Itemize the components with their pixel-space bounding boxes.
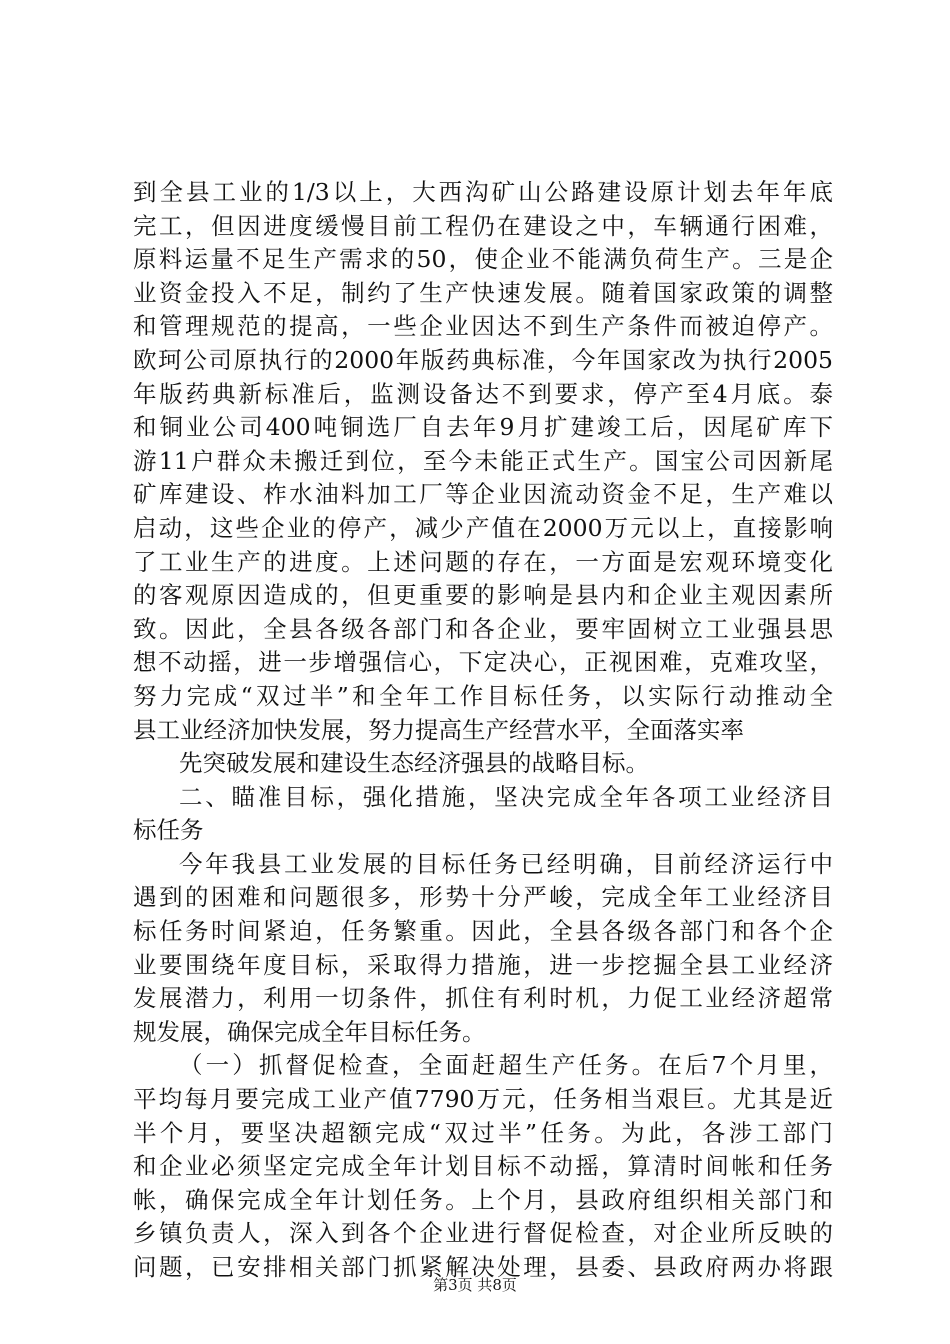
text-line: 发展潜力，利用一切条件，抓住有利时机，力促工业经济超常 bbox=[133, 984, 833, 1013]
text-line: 致。因此，全县各级各部门和各企业，要牢固树立工业强县思 bbox=[133, 614, 833, 643]
text-line: 和管理规范的提高，一些企业因达不到生产条件而被迫停产。 bbox=[133, 312, 833, 341]
text-line: 遇到的困难和问题很多，形势十分严峻，完成全年工业经济目 bbox=[133, 883, 833, 912]
paragraph-line: 先突破发展和建设生态经济强县的战略目标。 bbox=[179, 749, 649, 778]
text-line: 原料运量不足生产需求的50，使企业不能满负荷生产。三是企 bbox=[133, 245, 833, 274]
text-line: 年版药典新标准后，监测设备达不到要求，停产至4月底。泰 bbox=[133, 379, 833, 408]
text-line: 业资金投入不足，制约了生产快速发展。随着国家政策的调整 bbox=[133, 278, 833, 307]
text-line: 业要围绕年度目标，采取得力措施，进一步挖掘全县工业经济 bbox=[133, 950, 833, 979]
text-line: 问题，已安排相关部门抓紧解决处理，县委、县政府两办将跟 bbox=[133, 1253, 833, 1281]
page-number: 第3页 bbox=[433, 1276, 473, 1294]
page-footer bbox=[0, 1275, 950, 1295]
text-line: 启动，这些企业的停产，减少产值在2000万元以上，直接影响 bbox=[133, 513, 833, 542]
subsection-heading-line: （一）抓督促检查，全面赶超生产任务。在后7个月里， bbox=[179, 1051, 833, 1080]
section-heading-line: 二、瞄准目标，强化措施，坚决完成全年各项工业经济目 bbox=[179, 782, 833, 811]
text-line: 游11户群众未搬迁到位，至今未能正式生产。国宝公司因新尾 bbox=[133, 446, 833, 475]
text-line: 努力完成“双过半”和全年工作目标任务，以实际行动推动全 bbox=[133, 681, 833, 710]
text-line: 了工业生产的进度。上述问题的存在，一方面是宏观环境变化 bbox=[133, 547, 833, 576]
section-heading-line: 标任务 bbox=[133, 816, 204, 845]
text-line: 和铜业公司400吨铜选厂自去年9月扩建竣工后，因尾矿库下 bbox=[133, 413, 833, 442]
text-line: 平均每月要完成工业产值7790万元，任务相当艰巨。尤其是近 bbox=[133, 1085, 833, 1114]
text-line: 完工，但因进度缓慢目前工程仍在建设之中，车辆通行困难， bbox=[133, 211, 833, 240]
page-total: 共8页 bbox=[477, 1276, 517, 1294]
text-line: 到全县工业的1/3以上，大西沟矿山公路建设原计划去年年底 bbox=[133, 178, 833, 206]
text-line: 矿库建设、柞水油料加工厂等企业因流动资金不足，生产难以 bbox=[133, 480, 833, 509]
text-line: 半个月，要坚决超额完成“双过半”任务。为此，各涉工部门 bbox=[133, 1118, 833, 1147]
text-line: 标任务时间紧迫，任务繁重。因此，全县各级各部门和各个企 bbox=[133, 917, 833, 946]
paragraph-line: 今年我县工业发展的目标任务已经明确，目前经济运行中 bbox=[179, 849, 833, 878]
text-line: 想不动摇，进一步增强信心，下定决心，正视困难，克难攻坚， bbox=[133, 648, 833, 677]
text-line: 欧珂公司原执行的2000年版药典标准，今年国家改为执行2005 bbox=[133, 345, 833, 374]
text-line: 县工业经济加快发展，努力提高生产经营水平，全面落实率 bbox=[133, 715, 744, 744]
text-line: 乡镇负责人，深入到各个企业进行督促检查，对企业所反映的 bbox=[133, 1219, 833, 1248]
text-line: 规发展，确保完成全年目标任务。 bbox=[133, 1017, 486, 1046]
text-line: 的客观原因造成的，但更重要的影响是县内和企业主观因素所 bbox=[133, 581, 833, 610]
text-line: 帐，确保完成全年计划任务。上个月，县政府组织相关部门和 bbox=[133, 1185, 833, 1214]
text-line: 和企业必须坚定完成全年计划目标不动摇，算清时间帐和任务 bbox=[133, 1152, 833, 1181]
document-body bbox=[133, 176, 833, 1285]
